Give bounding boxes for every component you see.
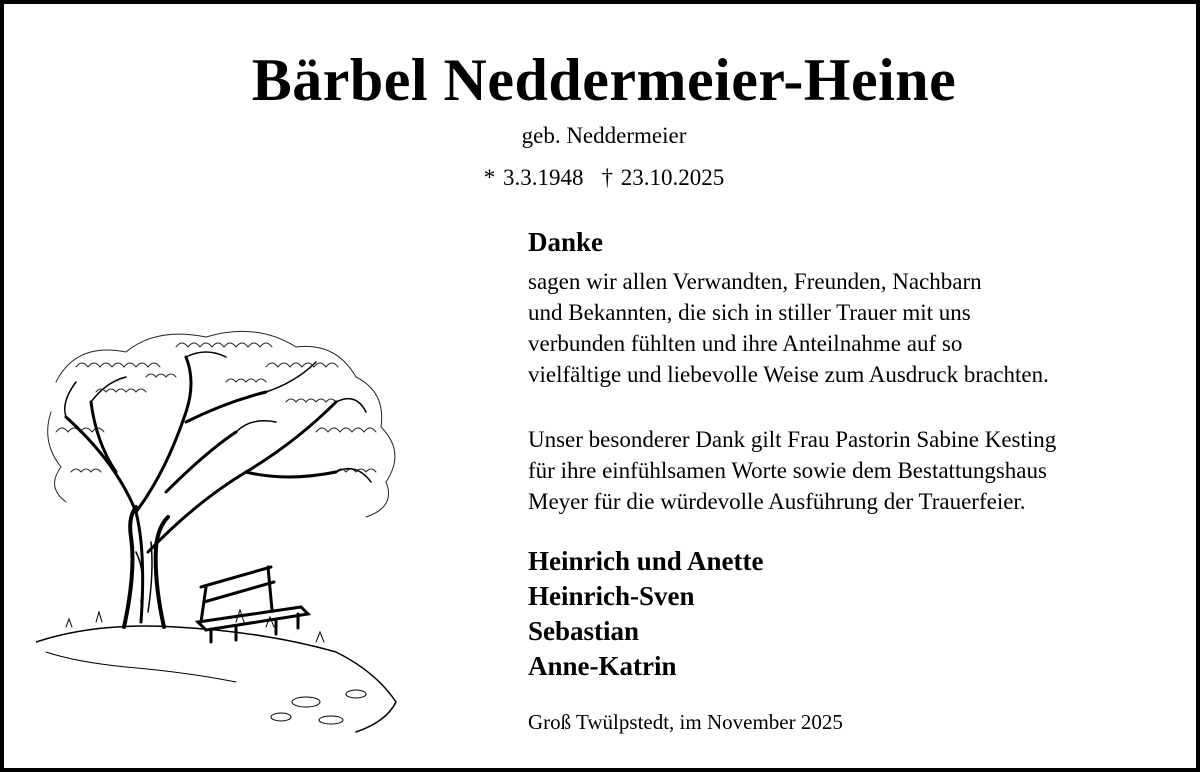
tree-with-bench-icon: [36, 322, 416, 742]
thanks-heading: Danke: [528, 227, 604, 257]
text-line: verbunden fühlten und ihre Anteilnahme auf so: [528, 331, 963, 356]
family-member: Heinrich und Anette: [528, 546, 764, 576]
place-and-date: Groß Twülpstedt, im November 2025: [528, 710, 843, 734]
family-member: Sebastian: [528, 616, 640, 646]
text-line: Meyer für die würdevolle Ausführung der Trauerfeier.: [528, 489, 1026, 514]
deceased-name: Bärbel Neddermeier-Heine: [251, 47, 957, 113]
life-dates: [4, 164, 1200, 192]
text-line: und Bekannten, die sich in stiller Trauer mit uns: [528, 300, 971, 325]
maiden-name: geb. Neddermeier: [521, 123, 687, 148]
thanks-paragraph-1: [528, 266, 1188, 390]
family-signatures: [528, 544, 764, 684]
family-member: Anne-Katrin: [528, 651, 677, 681]
text-line: für ihre einfühlsamen Worte sowie dem Bestattungshaus: [528, 458, 1047, 483]
thanks-paragraph-2: [528, 424, 1188, 517]
birth-date: * 3.3.1948: [483, 165, 584, 190]
text-line: vielfältige und liebevolle Weise zum Ausdruck brachten.: [528, 362, 1049, 387]
text-line: Unser besonderer Dank gilt Frau Pastorin Sabine Kesting: [528, 427, 1057, 452]
family-member: Heinrich-Sven: [528, 581, 695, 611]
death-date: † 23.10.2025: [601, 165, 725, 190]
text-line: sagen wir allen Verwandten, Freunden, Nachbarn: [528, 269, 982, 294]
